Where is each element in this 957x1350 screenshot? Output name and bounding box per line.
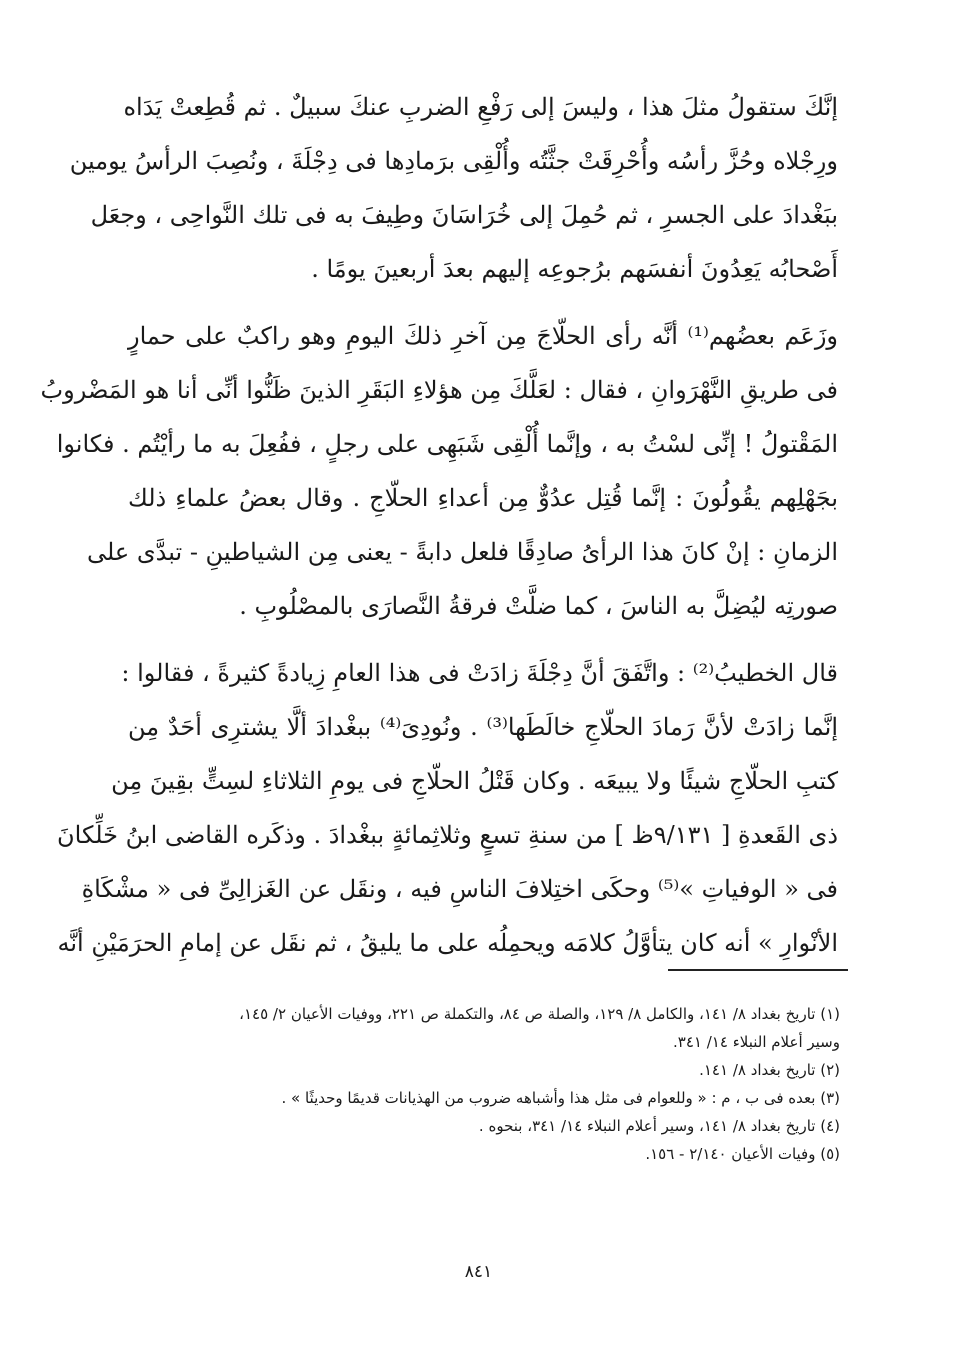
- footnote-separator: [668, 969, 848, 971]
- text-line: قال الخطيبُ⁽²⁾ : واتَّفَقَ أنَّ دِجْلَةَ زادَتْ فى هذا العامِ زِيادةً كثيرةً ، فقالوا :: [121, 659, 838, 687]
- text-line: ذى القَعدةِ [ ٩/١٣١ظ ] من سنةِ تسعٍ وثلاثِمائةٍ ببغْدادَ . وذكَره القاضى ابنُ خَلِّكانَ: [57, 821, 838, 849]
- footnote-line: (٤) تاريخ بغداد ٨/ ١٤١، وسير أعلام النبلاء ١٤/ ٣٤١، بنحوه .: [478, 1117, 840, 1135]
- footnote-line: وسير أعلام النبلاء ١٤/ ٣٤١.: [673, 1033, 840, 1051]
- footnote-line: (٣) بعده فى ب ، م : « وللعوام فى مثل هذا وأشباهه ضروب من الهذيانات قديمًا وحديثًا » .: [281, 1089, 840, 1107]
- page-number: ٨٤١: [464, 1262, 493, 1282]
- text-line: كتبِ الحلّاجِ شيئًا ولا يبيعَه . وكان قَتْلُ الحلّاجِ فى يومِ الثلاثاءِ لسِتٍّ بقِينَ مِن: [111, 767, 838, 795]
- text-line: أَصْحابُه يَعِدُونَ أنفسَهم برُجوعِه إليهم بعدَ أربعينَ يومًا .: [311, 255, 838, 283]
- paragraph-2: [40, 309, 838, 633]
- text-line: فى طريقِ النَّهْرَوانِ ، فقال : لعَلَّكَ مِن هؤلاءِ البَقَرِ الذينَ ظَنُّوا أنِّى أنا هو المَضْروبُ: [40, 376, 838, 404]
- footnote-line: (١) تاريخ بغداد ٨/ ١٤١، والكامل ٨/ ١٢٩، والصلة ص ٨٤، والتكملة ص ٢٢١، ووفيات الأعيان ٢/ ١٤٥،: [239, 1005, 840, 1023]
- text-line: إنَّكَ ستقولُ مثلَ هذا ، وليسَ إلى رَفْعِ الضربِ عنكَ سبيلٌ . ثم قُطِعتْ يَدَاه: [123, 93, 838, 121]
- text-line: بجَهْلِهم يقُولُونَ : إنَّما قُتِل عدُوٌّ مِن أعداءِ الحلّاجِ . وقال بعضُ علماءِ ذلك: [128, 484, 838, 512]
- text-line: إنَّما زادَتْ لأنَّ رَمادَ الحلّاجِ خالَطَها⁽³⁾ . ونُودِىَ⁽⁴⁾ ببغْدادَ ألَّا يشترِى أحَدٌ مِن: [128, 713, 838, 741]
- text-line: فى « الوفياتِ »⁽⁵⁾ وحكَى اختِلافَ الناسِ فيه ، ونقَل عن الغَزالِىِّ فى « مشْكَاةِ: [81, 875, 838, 903]
- footnote-line: (٥) وفيات الأعيان ٢/١٤٠ - ١٥٦.: [645, 1145, 840, 1163]
- text-line: المَقْتولُ ! إنِّى لسْتُ به ، وإنَّما أُلْقِى شَبَهِى على رجلٍ ، ففُعِلَ به ما رأيْتُم . فكانوا: [56, 430, 838, 458]
- paragraph-1: [69, 80, 838, 296]
- text-line: الزمانِ : إنْ كانَ هذا الرأىُ صادِقًا فلعل دابةً - يعنى مِن الشياطينِ - تبدَّى على: [86, 538, 838, 566]
- text-line: صورتِه ليُضِلَّ به الناسَ ، كما ضلَّتْ فرقةُ النَّصارَى بالمصْلُوبِ .: [239, 592, 838, 620]
- footnotes-block: [140, 1000, 840, 1168]
- footnote-line: (٢) تاريخ بغداد ٨/ ١٤١.: [699, 1061, 840, 1079]
- text-line: ورِجْلاه وحُزَّ رأسُه وأُحْرِقَتْ جثَّتُه وأُلْقِى برَمادِها فى دِجْلَةَ ، ونُصِبَ الرأسُ يومين: [69, 147, 838, 175]
- paragraph-3: [57, 646, 838, 970]
- main-text-block: [40, 80, 838, 970]
- text-line: ببَغْدادَ على الجسرِ ، ثم حُمِلَ إلى خُرَاسَانَ وطِيفَ به فى تلك النَّواحِى ، وجعَل: [90, 201, 838, 229]
- text-line: وزَعَم بعضُهم⁽¹⁾ أنَّه رأى الحلّاجَ مِن آخرِ ذلكَ اليومِ وهو راكبٌ على حمارٍ: [128, 322, 838, 350]
- text-line: الأنْوارِ » أنه كان يتأوَّلُ كلامَه ويحمِلُه على ما يليقُ ، ثم نقَل عن إمامِ الحرَمَيْنِ أنَّه: [57, 929, 838, 957]
